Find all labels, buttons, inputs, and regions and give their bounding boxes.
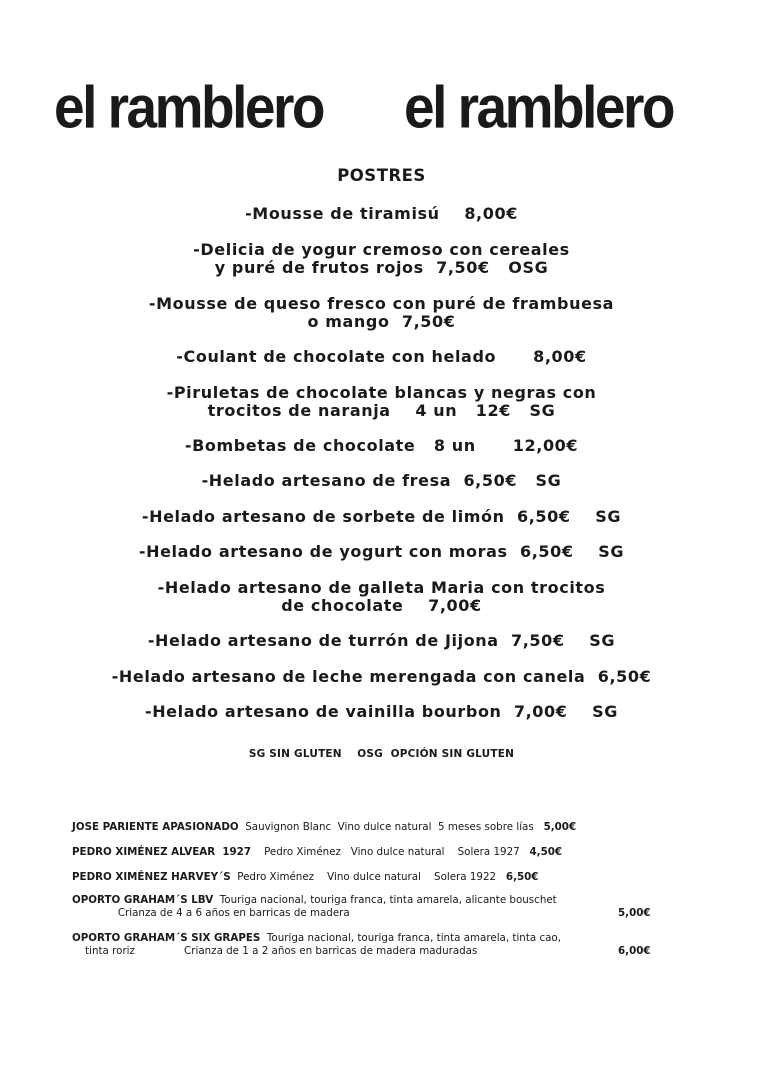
dessert-line: -Helado artesano de turrón de Jijona 7,50€ SG (147, 631, 616, 650)
dessert-line: y puré de frutos rojos 7,50€ OSG (214, 258, 549, 277)
dessert-line: o mango 7,50€ (307, 312, 456, 331)
wine-price: 5,00€ (543, 821, 577, 833)
wine-item (72, 846, 562, 859)
wine-price: 5,00€ (618, 907, 651, 919)
wine-description: Sauvignon Blanc Vino dulce natural 5 meses sobre lías (238, 821, 544, 833)
wine-item-second-line (72, 907, 350, 920)
wine-item (72, 821, 576, 834)
dessert-line: -Mousse de queso fresco con puré de frambuesa (148, 294, 615, 313)
wine-name: OPORTO GRAHAM´S SIX GRAPES (72, 932, 261, 944)
dessert-line: -Helado artesano de leche merengada con canela 6,50€ (111, 667, 652, 686)
wine-price: 4,50€ (529, 846, 563, 858)
dessert-line: de chocolate 7,00€ (281, 596, 482, 615)
dessert-line: -Delicia de yogur cremoso con cereales (193, 240, 570, 259)
dessert-line: -Bombetas de chocolate 8 un 12,00€ (184, 436, 579, 455)
dessert-line: -Coulant de chocolate con helado 8,00€ (176, 347, 587, 366)
dessert-line: -Helado artesano de galleta Maria con trocitos (157, 578, 606, 597)
wine-name: OPORTO GRAHAM´S LBV (72, 894, 214, 906)
dessert-item (0, 508, 763, 526)
wine-item (72, 932, 561, 945)
dessert-line: trocitos de naranja 4 un 12€ SG (207, 401, 556, 420)
dessert-item (0, 668, 763, 686)
wine-price: 6,00€ (618, 945, 651, 957)
wine-description: tinta roriz Crianza de 1 a 2 años en barricas de madera maduradas (72, 945, 478, 957)
wine-item (72, 871, 538, 884)
wine-description: Crianza de 4 a 6 años en barricas de madera (72, 907, 350, 919)
section-title: POSTRES (337, 166, 426, 185)
dessert-item (0, 205, 763, 223)
dessert-item (0, 543, 763, 561)
dessert-line: -Piruletas de chocolate blancas y negras con (166, 383, 597, 402)
wine-name: JOSE PARIENTE APASIONADO (72, 821, 239, 833)
wine-description: Pedro Ximénez Vino dulce natural Solera 1927 (251, 846, 530, 858)
gluten-legend: SG SIN GLUTEN OSG OPCIÓN SIN GLUTEN (248, 748, 515, 760)
wine-name: PEDRO XIMÉNEZ ALVEAR 1927 (72, 846, 251, 858)
wine-name: PEDRO XIMÉNEZ HARVEY´S (72, 871, 231, 883)
dessert-line: -Helado artesano de fresa 6,50€ SG (201, 471, 562, 490)
dessert-item (0, 579, 763, 615)
dessert-item (0, 703, 763, 721)
brand-logo-right: el ramblero (404, 73, 674, 141)
wine-description: Touriga nacional, touriga franca, tinta amarela, tinta cao, (260, 932, 561, 944)
wine-description: Pedro Ximénez Vino dulce natural Solera 1922 (230, 871, 506, 883)
dessert-item (0, 348, 763, 366)
dessert-item (0, 384, 763, 420)
dessert-item (0, 472, 763, 490)
wine-description: Touriga nacional, touriga franca, tinta amarela, alicante bouschet (213, 894, 557, 906)
dessert-line: -Mousse de tiramisú 8,00€ (245, 204, 518, 223)
dessert-item (0, 241, 763, 277)
dessert-line: -Helado artesano de yogurt con moras 6,50€ SG (138, 542, 625, 561)
brand-logo-left: el ramblero (54, 73, 324, 141)
wine-item-second-line (72, 945, 477, 958)
dessert-line: -Helado artesano de sorbete de limón 6,50€ SG (141, 507, 622, 526)
wine-item (72, 894, 557, 907)
wine-price: 6,50€ (505, 871, 539, 883)
dessert-item (0, 295, 763, 331)
dessert-item (0, 632, 763, 650)
dessert-item (0, 437, 763, 455)
dessert-line: -Helado artesano de vainilla bourbon 7,00€ SG (144, 702, 619, 721)
